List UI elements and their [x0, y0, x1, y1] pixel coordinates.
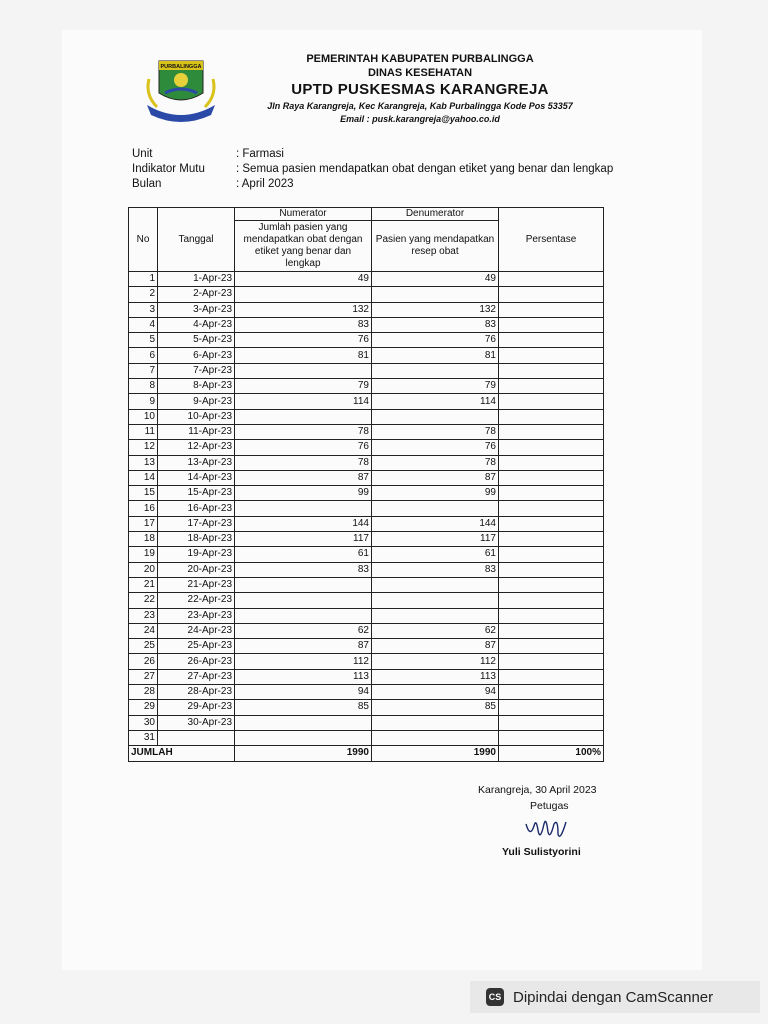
row-denumerator: 76: [372, 440, 499, 455]
table-row: [129, 394, 604, 409]
row-persentase: [499, 287, 604, 302]
row-persentase: [499, 348, 604, 363]
row-denumerator: 78: [372, 424, 499, 439]
org-title: UPTD PUSKESMAS KARANGREJA: [291, 81, 549, 98]
table-row: [129, 486, 604, 501]
row-persentase: [499, 409, 604, 424]
row-tanggal: 16-Apr-23: [158, 501, 235, 516]
row-tanggal: 29-Apr-23: [158, 700, 235, 715]
table-row: [129, 363, 604, 378]
row-persentase: [499, 608, 604, 623]
row-no: 6: [129, 348, 158, 363]
row-no: 18: [129, 532, 158, 547]
row-numerator: 83: [235, 562, 372, 577]
row-tanggal: 17-Apr-23: [158, 516, 235, 531]
row-numerator: 83: [235, 317, 372, 332]
row-persentase: [499, 715, 604, 730]
table-row: [129, 700, 604, 715]
row-denumerator: 144: [372, 516, 499, 531]
row-numerator: 99: [235, 486, 372, 501]
row-no: 28: [129, 685, 158, 700]
row-denumerator: 94: [372, 685, 499, 700]
header-persentase: Persentase: [499, 208, 604, 272]
row-numerator: [235, 593, 372, 608]
table-row: [129, 302, 604, 317]
row-no: 20: [129, 562, 158, 577]
row-tanggal: 7-Apr-23: [158, 363, 235, 378]
header-numerator: Numerator: [235, 208, 372, 221]
row-tanggal: 13-Apr-23: [158, 455, 235, 470]
sign-role: Petugas: [530, 800, 569, 812]
row-denumerator: 132: [372, 302, 499, 317]
row-numerator: 94: [235, 685, 372, 700]
row-numerator: [235, 501, 372, 516]
row-persentase: [499, 593, 604, 608]
row-tanggal: 8-Apr-23: [158, 379, 235, 394]
row-no: 9: [129, 394, 158, 409]
row-persentase: [499, 700, 604, 715]
signature-block: [478, 784, 628, 858]
row-persentase: [499, 394, 604, 409]
row-numerator: 49: [235, 272, 372, 287]
row-persentase: [499, 379, 604, 394]
row-numerator: 85: [235, 700, 372, 715]
row-numerator: 79: [235, 379, 372, 394]
row-persentase: [499, 272, 604, 287]
row-persentase: [499, 577, 604, 592]
row-no: 19: [129, 547, 158, 562]
row-persentase: [499, 562, 604, 577]
row-no: 8: [129, 379, 158, 394]
table-row: [129, 654, 604, 669]
row-numerator: 117: [235, 532, 372, 547]
table-row: [129, 623, 604, 638]
total-numerator: 1990: [235, 746, 372, 761]
row-no: 2: [129, 287, 158, 302]
row-no: 22: [129, 593, 158, 608]
row-no: 24: [129, 623, 158, 638]
row-denumerator: 81: [372, 348, 499, 363]
row-denumerator: 78: [372, 455, 499, 470]
row-numerator: [235, 608, 372, 623]
bulan-label: Bulan: [132, 178, 162, 190]
row-tanggal: 2-Apr-23: [158, 287, 235, 302]
row-no: 30: [129, 715, 158, 730]
row-no: 14: [129, 470, 158, 485]
camscanner-watermark: [470, 981, 760, 1013]
table-row: [129, 730, 604, 745]
table-row: [129, 470, 604, 485]
row-persentase: [499, 470, 604, 485]
total-label: JUMLAH: [129, 746, 235, 761]
total-denumerator: 1990: [372, 746, 499, 761]
row-denumerator: 99: [372, 486, 499, 501]
table-row: [129, 424, 604, 439]
table-row: [129, 379, 604, 394]
row-numerator: [235, 409, 372, 424]
row-persentase: [499, 455, 604, 470]
row-numerator: 112: [235, 654, 372, 669]
row-numerator: [235, 363, 372, 378]
row-denumerator: 83: [372, 562, 499, 577]
row-no: 4: [129, 317, 158, 332]
row-tanggal: 30-Apr-23: [158, 715, 235, 730]
table-row: [129, 562, 604, 577]
row-tanggal: 5-Apr-23: [158, 333, 235, 348]
row-tanggal: 21-Apr-23: [158, 577, 235, 592]
row-tanggal: 3-Apr-23: [158, 302, 235, 317]
row-numerator: 144: [235, 516, 372, 531]
row-persentase: [499, 317, 604, 332]
sign-date: Karangreja, 30 April 2023: [478, 784, 597, 796]
row-persentase: [499, 639, 604, 654]
row-denumerator: 83: [372, 317, 499, 332]
row-denumerator: [372, 287, 499, 302]
row-tanggal: 27-Apr-23: [158, 669, 235, 684]
logo-text: PURBALINGGA: [160, 64, 202, 70]
table-row: [129, 501, 604, 516]
table-row: [129, 455, 604, 470]
letterhead: [240, 52, 600, 126]
row-no: 26: [129, 654, 158, 669]
row-tanggal: 24-Apr-23: [158, 623, 235, 638]
gov-title: PEMERINTAH KABUPATEN PURBALINGGA: [306, 53, 534, 65]
row-denumerator: 61: [372, 547, 499, 562]
row-persentase: [499, 685, 604, 700]
row-denumerator: 85: [372, 700, 499, 715]
row-numerator: 113: [235, 669, 372, 684]
row-tanggal: 19-Apr-23: [158, 547, 235, 562]
row-persentase: [499, 363, 604, 378]
row-numerator: 62: [235, 623, 372, 638]
row-denumerator: 76: [372, 333, 499, 348]
row-persentase: [499, 501, 604, 516]
report-meta: [132, 147, 613, 192]
row-persentase: [499, 532, 604, 547]
table-row: [129, 333, 604, 348]
row-no: 1: [129, 272, 158, 287]
row-no: 27: [129, 669, 158, 684]
row-denumerator: [372, 715, 499, 730]
row-denumerator: 62: [372, 623, 499, 638]
row-tanggal: 9-Apr-23: [158, 394, 235, 409]
row-tanggal: 18-Apr-23: [158, 532, 235, 547]
header-denumerator: Denumerator: [372, 208, 499, 221]
row-tanggal: 23-Apr-23: [158, 608, 235, 623]
table-row: [129, 287, 604, 302]
row-persentase: [499, 547, 604, 562]
row-denumerator: [372, 730, 499, 745]
table-row: [129, 532, 604, 547]
header-tanggal: Tanggal: [158, 208, 235, 272]
row-no: 15: [129, 486, 158, 501]
table-row: [129, 577, 604, 592]
header-denumerator-desc: Pasien yang mendapatkan resep obat: [372, 221, 499, 272]
row-denumerator: 112: [372, 654, 499, 669]
row-denumerator: 87: [372, 470, 499, 485]
header-no: No: [129, 208, 158, 272]
table-row: [129, 317, 604, 332]
row-persentase: [499, 486, 604, 501]
table-row: [129, 669, 604, 684]
row-tanggal: 26-Apr-23: [158, 654, 235, 669]
row-no: 17: [129, 516, 158, 531]
row-persentase: [499, 669, 604, 684]
row-tanggal: 4-Apr-23: [158, 317, 235, 332]
row-tanggal: 25-Apr-23: [158, 639, 235, 654]
row-tanggal: 6-Apr-23: [158, 348, 235, 363]
row-denumerator: [372, 409, 499, 424]
indikator-value: : Semua pasien mendapatkan obat dengan etiket yang benar dan lengkap: [236, 163, 614, 175]
row-numerator: 87: [235, 639, 372, 654]
table-row: [129, 593, 604, 608]
handwritten-signature: [522, 816, 572, 849]
data-table: [128, 207, 604, 762]
row-numerator: 61: [235, 547, 372, 562]
row-numerator: 76: [235, 440, 372, 455]
row-tanggal: 1-Apr-23: [158, 272, 235, 287]
row-persentase: [499, 424, 604, 439]
row-numerator: 132: [235, 302, 372, 317]
row-denumerator: 114: [372, 394, 499, 409]
total-row: [129, 746, 604, 761]
row-numerator: 78: [235, 424, 372, 439]
table-row: [129, 409, 604, 424]
indikator-label: Indikator Mutu: [132, 163, 205, 175]
address: Jln Raya Karangreja, Kec Karangreja, Kab Purbalingga Kode Pos 53357: [267, 101, 573, 111]
unit-label: Unit: [132, 148, 153, 160]
row-persentase: [499, 302, 604, 317]
row-numerator: [235, 730, 372, 745]
row-numerator: [235, 287, 372, 302]
row-denumerator: 79: [372, 379, 499, 394]
row-tanggal: 12-Apr-23: [158, 440, 235, 455]
row-tanggal: 22-Apr-23: [158, 593, 235, 608]
row-no: 25: [129, 639, 158, 654]
row-no: 16: [129, 501, 158, 516]
email: Email : pusk.karangreja@yahoo.co.id: [340, 114, 500, 124]
camscanner-text: Dipindai dengan CamScanner: [513, 988, 714, 1006]
row-denumerator: [372, 593, 499, 608]
row-no: 3: [129, 302, 158, 317]
row-tanggal: 11-Apr-23: [158, 424, 235, 439]
row-persentase: [499, 654, 604, 669]
row-tanggal: 20-Apr-23: [158, 562, 235, 577]
row-persentase: [499, 516, 604, 531]
row-no: 13: [129, 455, 158, 470]
purbalingga-logo: [143, 55, 219, 123]
row-denumerator: 113: [372, 669, 499, 684]
row-numerator: 87: [235, 470, 372, 485]
table-body: [129, 272, 604, 746]
dept-title: DINAS KESEHATAN: [367, 67, 473, 79]
row-persentase: [499, 440, 604, 455]
row-persentase: [499, 730, 604, 745]
row-no: 11: [129, 424, 158, 439]
table-row: [129, 516, 604, 531]
table-row: [129, 440, 604, 455]
row-denumerator: [372, 577, 499, 592]
table-row: [129, 348, 604, 363]
table-row: [129, 715, 604, 730]
total-persentase: 100%: [499, 746, 604, 761]
row-no: 29: [129, 700, 158, 715]
row-denumerator: 49: [372, 272, 499, 287]
row-tanggal: 14-Apr-23: [158, 470, 235, 485]
row-no: 10: [129, 409, 158, 424]
table-row: [129, 685, 604, 700]
row-no: 5: [129, 333, 158, 348]
unit-value: : Farmasi: [236, 148, 284, 160]
row-numerator: [235, 577, 372, 592]
row-denumerator: [372, 608, 499, 623]
table-row: [129, 547, 604, 562]
table-row: [129, 639, 604, 654]
row-denumerator: [372, 363, 499, 378]
row-persentase: [499, 623, 604, 638]
row-tanggal: [158, 730, 235, 745]
row-denumerator: [372, 501, 499, 516]
row-numerator: 81: [235, 348, 372, 363]
row-no: 7: [129, 363, 158, 378]
row-no: 21: [129, 577, 158, 592]
row-numerator: 78: [235, 455, 372, 470]
row-tanggal: 28-Apr-23: [158, 685, 235, 700]
camscanner-icon: CS: [486, 988, 504, 1006]
row-denumerator: 87: [372, 639, 499, 654]
row-no: 23: [129, 608, 158, 623]
row-denumerator: 117: [372, 532, 499, 547]
row-tanggal: 15-Apr-23: [158, 486, 235, 501]
header-numerator-desc: Jumlah pasien yang mendapatkan obat dengan etiket yang benar dan lengkap: [235, 221, 372, 272]
row-no: 31: [129, 730, 158, 745]
row-numerator: [235, 715, 372, 730]
table-row: [129, 608, 604, 623]
row-no: 12: [129, 440, 158, 455]
row-persentase: [499, 333, 604, 348]
table-row: [129, 272, 604, 287]
bulan-value: : April 2023: [236, 178, 294, 190]
row-numerator: 76: [235, 333, 372, 348]
sign-name: Yuli Sulistyorini: [502, 846, 581, 858]
row-numerator: 114: [235, 394, 372, 409]
row-tanggal: 10-Apr-23: [158, 409, 235, 424]
